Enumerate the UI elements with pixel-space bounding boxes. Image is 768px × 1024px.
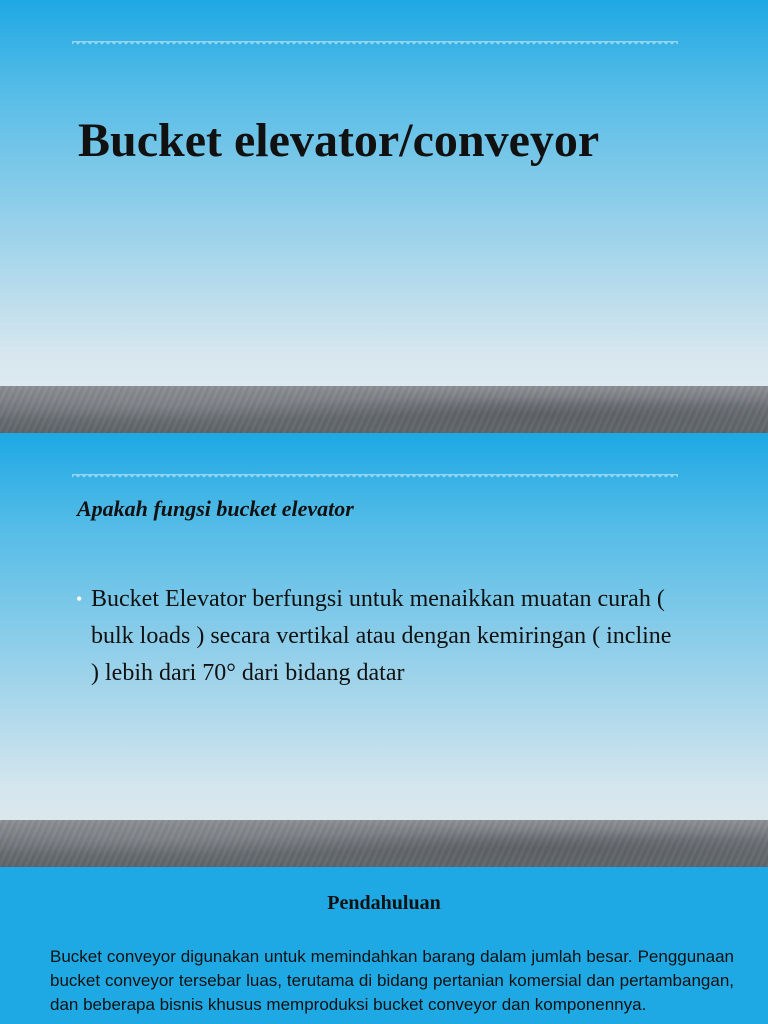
slide-2: [0, 433, 768, 867]
bullet-list: [76, 581, 676, 692]
slide-1: [0, 0, 768, 433]
decorative-zigzag-border: [72, 41, 678, 50]
slide-3: [0, 867, 768, 1024]
stone-texture-band: [0, 820, 768, 867]
bullet-text: Bucket Elevator berfungsi untuk menaikkan muatan curah ( bulk loads ) secara vertikal atau dengan kemiringan ( incline ) lebih dari 70° dari bidang datar: [91, 586, 672, 686]
decorative-zigzag-border: [72, 474, 678, 483]
slide-subtitle: Apakah fungsi bucket elevator: [77, 496, 354, 521]
section-heading: Pendahuluan: [327, 892, 441, 914]
intro-paragraph: Bucket conveyor digunakan untuk memindahkan barang dalam jumlah besar. Penggunaan bucket conveyor tersebar luas, terutama di bidang pertanian komersial dan pertambangan, dan beberapa bisnis khusus memproduksi bucket conveyor dan komponennya.: [50, 947, 734, 1014]
stone-texture-band: [0, 386, 768, 433]
slide-title: Bucket elevator/conveyor: [78, 114, 600, 167]
bullet-item: [76, 581, 676, 692]
bullet-dot-icon: •: [76, 589, 83, 609]
